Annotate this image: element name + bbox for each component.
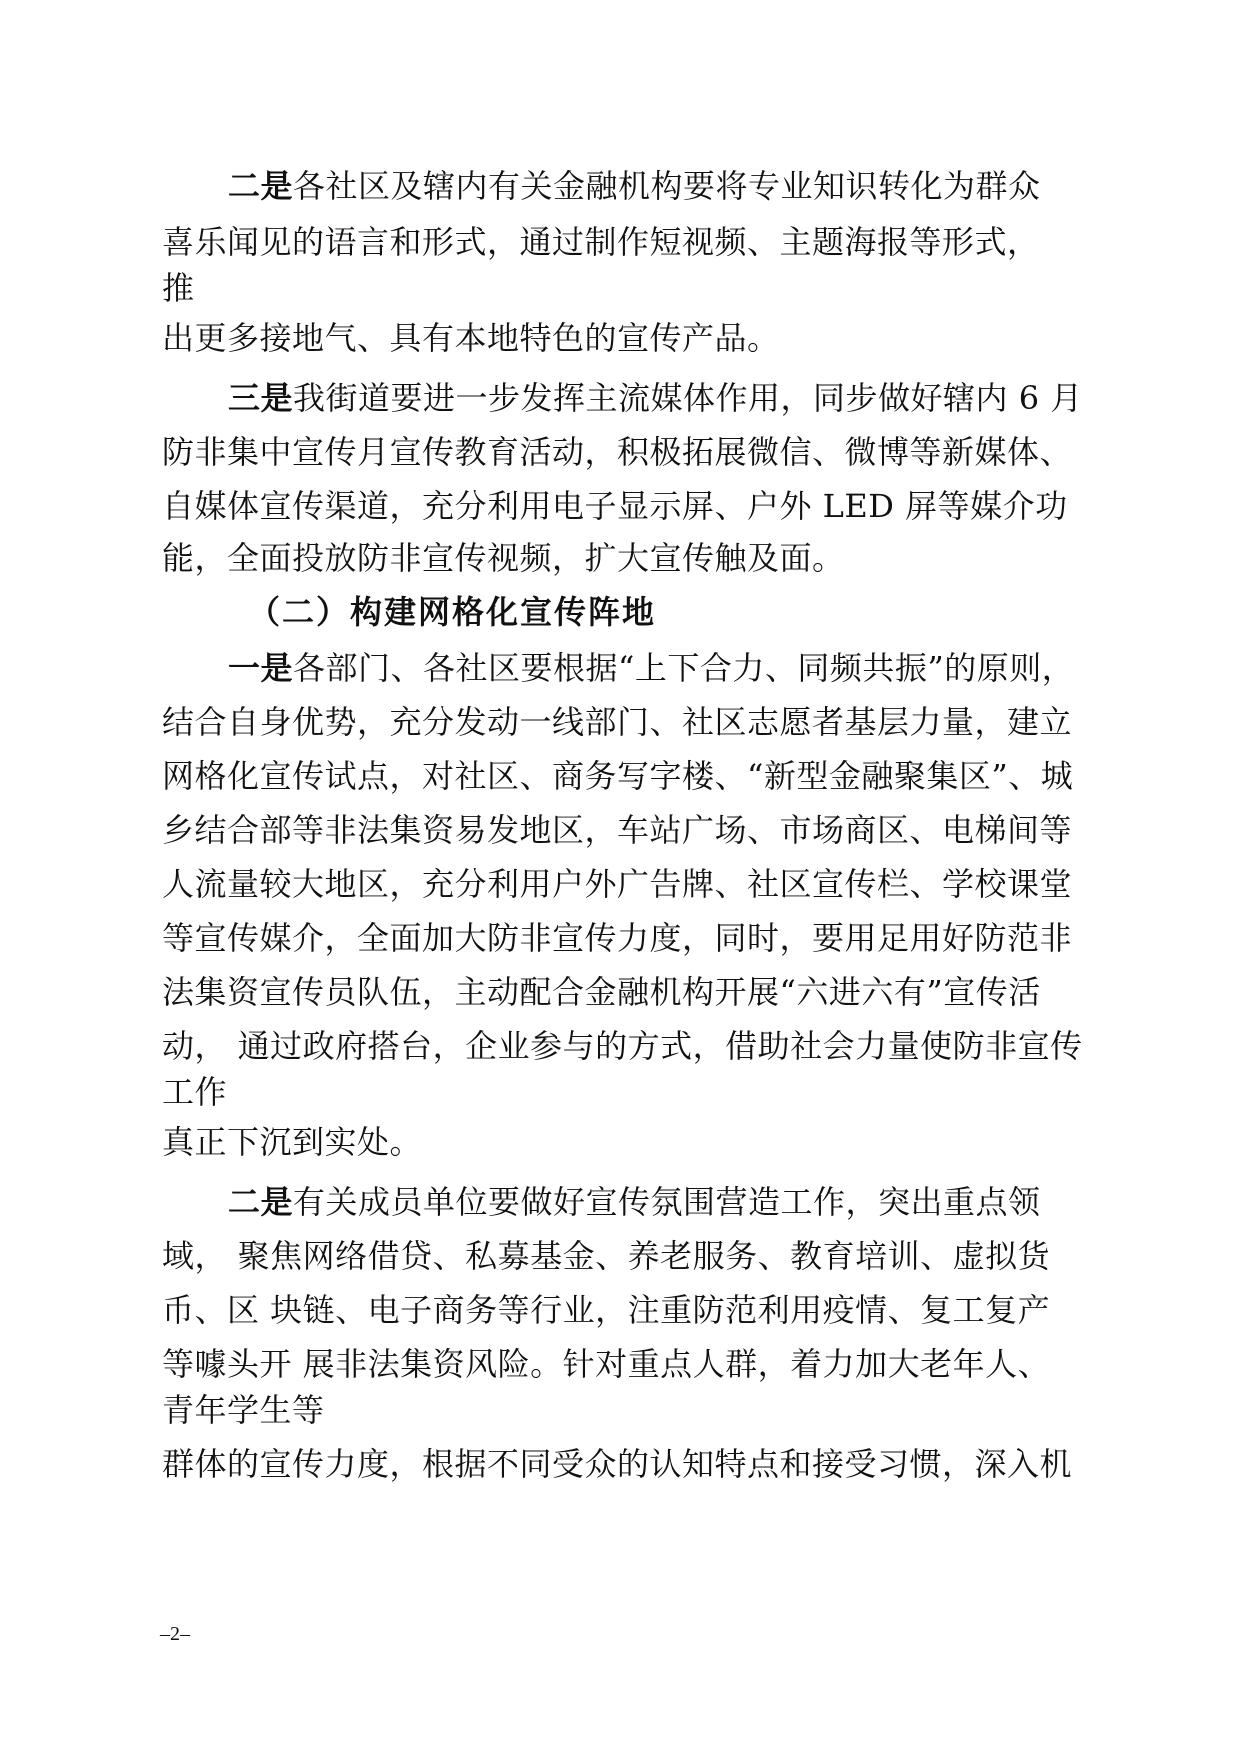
paragraph-4-line-6: 等宣传媒介，全面加大防非宣传力度，同时，要用足用好防范非 bbox=[162, 919, 1073, 957]
paragraph-4-line-2: 结合自身优势，充分发动一线部门、社区志愿者基层力量，建立 bbox=[162, 703, 1073, 741]
paragraph-4-line-4: 乡结合部等非法集资易发地区，车站广场、市场商区、电梯间等 bbox=[162, 811, 1073, 849]
paragraph-4-line-9: 工作 bbox=[162, 1073, 228, 1111]
paragraph-4-line-10: 真正下沉到实处。 bbox=[162, 1123, 423, 1161]
paragraph-4-line-8: 动， 通过政府搭台，企业参与的方式，借助社会力量使防非宣传 bbox=[162, 1027, 1083, 1065]
paragraph-4-line-1 bbox=[228, 648, 1074, 688]
paragraph-4-line-7: 法集资宣传员队伍，主动配合金融机构开展“六进六有”宣传活 bbox=[162, 973, 1041, 1011]
paragraph-5-line-6: 群体的宣传力度，根据不同受众的认知特点和接受习惯，深入机 bbox=[162, 1445, 1073, 1483]
paragraph-4-line-3: 网格化宣传试点，对社区、商务写字楼、“新型金融聚集区”、城 bbox=[162, 757, 1074, 795]
paragraph-text: 我街道要进一步发挥主流媒体作用，同步做好辖内 6 月 bbox=[293, 379, 1083, 417]
paragraph-5-line-2: 域， 聚焦网络借贷、私募基金、养老服务、教育培训、虚拟货 bbox=[162, 1237, 1051, 1275]
paragraph-5-line-3: 币、区 块链、电子商务等行业，注重防范利用疫情、复工复产 bbox=[162, 1291, 1051, 1329]
paragraph-3-line-3: 自媒体宣传渠道，充分利用电子显示屏、户外 LED 屏等媒介功 bbox=[162, 487, 1068, 525]
paragraph-3-line-2: 防非集中宣传月宣传教育活动，积极拓展微信、微博等新媒体、 bbox=[162, 433, 1073, 471]
paragraph-5-line-4: 等噱头开 展非法集资风险。针对重点人群，着力加大老年人、 bbox=[162, 1345, 1051, 1383]
section-heading: （二）构建网格化宣传阵地 bbox=[248, 593, 657, 631]
page-number: –2– bbox=[160, 1623, 190, 1645]
paragraph-3-line-1 bbox=[228, 378, 1083, 418]
paragraph-3-line-4: 能，全面投放防非宣传视频，扩大宣传触及面。 bbox=[162, 539, 845, 577]
paragraph-4-line-5: 人流量较大地区，充分利用户外广告牌、社区宣传栏、学校课堂 bbox=[162, 865, 1073, 903]
paragraph-lead: 三是 bbox=[228, 379, 294, 417]
paragraph-2-line-4: 出更多接地气、具有本地特色的宣传产品。 bbox=[162, 319, 780, 357]
paragraph-2-line-1 bbox=[228, 166, 1041, 206]
paragraph-2-line-3: 推 bbox=[162, 269, 195, 307]
paragraph-5-line-5: 青年学生等 bbox=[162, 1391, 325, 1429]
paragraph-text: 各社区及辖内有关金融机构要将专业知识转化为群众 bbox=[293, 167, 1041, 205]
paragraph-5-line-1 bbox=[228, 1182, 1041, 1222]
paragraph-lead: 一是 bbox=[228, 649, 294, 687]
paragraph-2-line-2: 喜乐闻见的语言和形式，通过制作短视频、主题海报等形式， bbox=[162, 223, 1040, 261]
paragraph-lead: 二是 bbox=[228, 1183, 294, 1221]
paragraph-lead: 二是 bbox=[228, 167, 294, 205]
paragraph-text: 各部门、各社区要根据“上下合力、同频共振”的原则， bbox=[293, 649, 1075, 687]
paragraph-text: 有关成员单位要做好宣传氛围营造工作，突出重点领 bbox=[293, 1183, 1041, 1221]
